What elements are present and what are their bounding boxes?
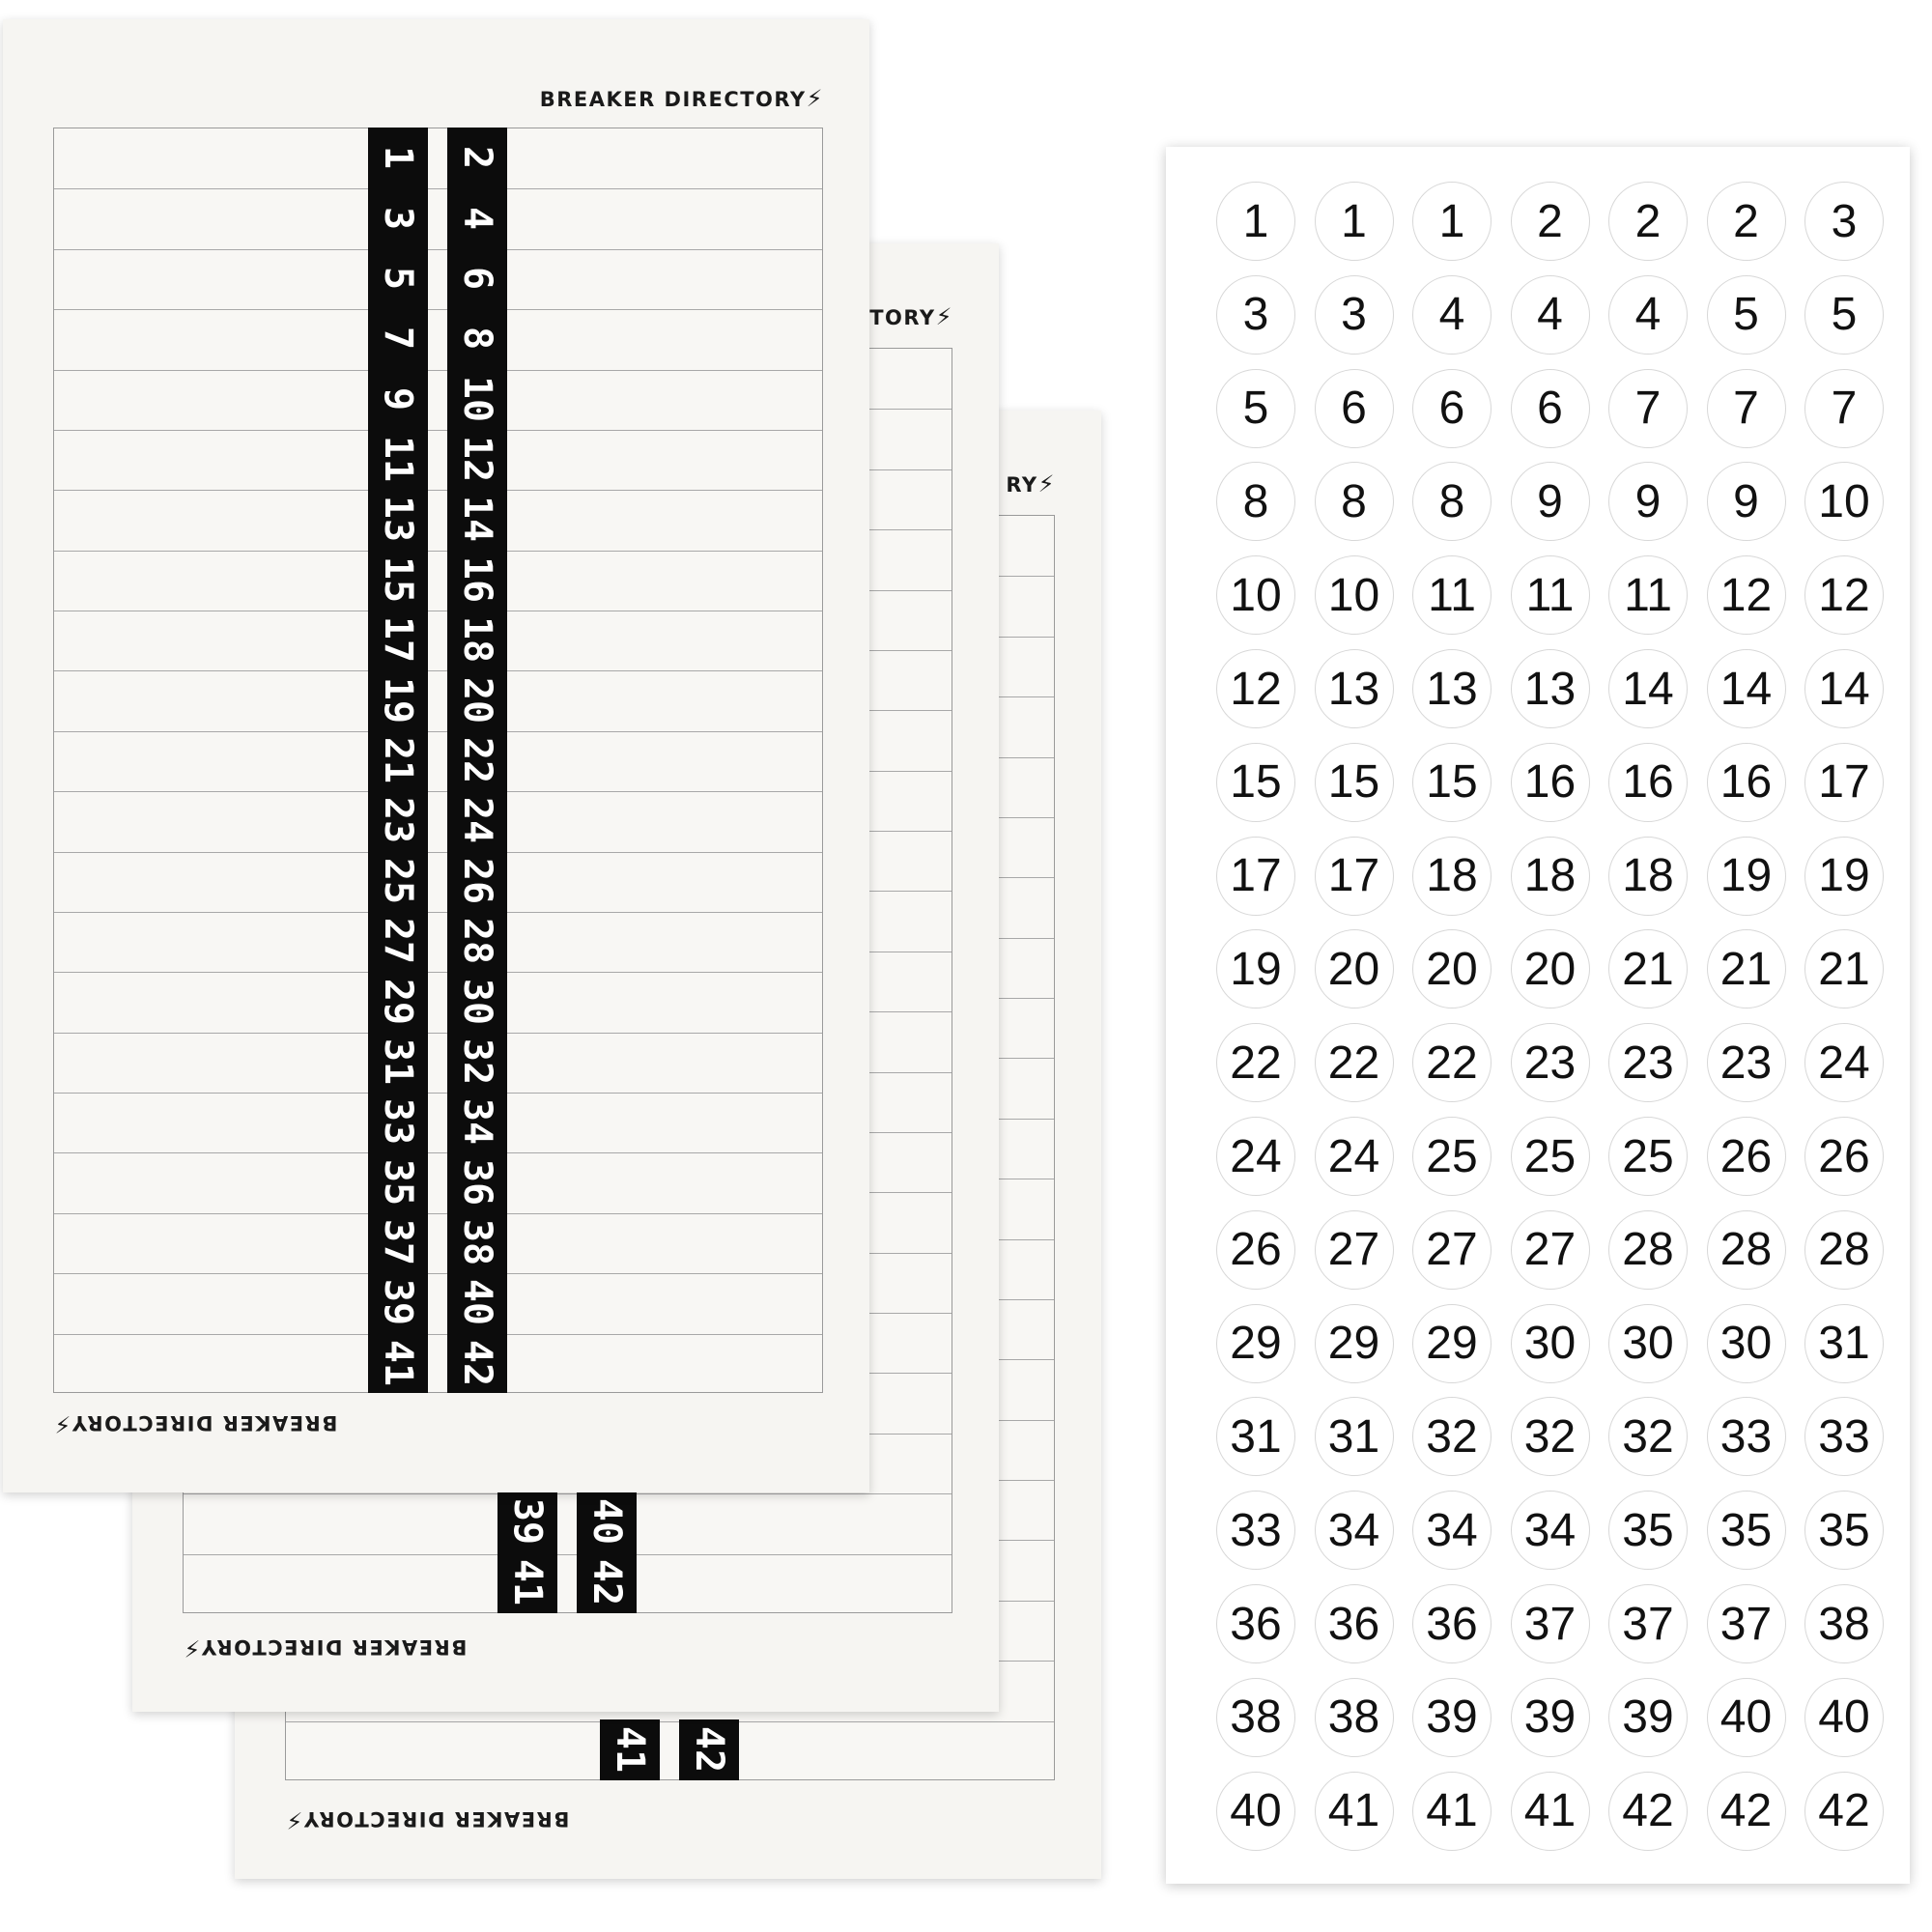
breaker-number-strip-right <box>679 1719 739 1780</box>
number-sticker: 41 <box>1511 1772 1590 1851</box>
breaker-number: 28 <box>455 918 499 965</box>
number-sticker: 20 <box>1412 929 1492 1009</box>
number-sticker: 26 <box>1804 1117 1884 1196</box>
directory-row-line <box>54 1033 822 1034</box>
number-sticker: 21 <box>1804 929 1884 1009</box>
number-sticker: 29 <box>1216 1304 1295 1383</box>
number-sticker: 12 <box>1216 649 1295 728</box>
number-sticker: 14 <box>1804 649 1884 728</box>
directory-row-line <box>54 791 822 792</box>
breaker-number: 18 <box>455 616 499 664</box>
number-sticker: 20 <box>1315 929 1394 1009</box>
number-sticker: 3 <box>1804 182 1884 261</box>
number-sticker: 33 <box>1804 1397 1884 1476</box>
number-sticker: 19 <box>1804 837 1884 916</box>
number-sticker: 21 <box>1608 929 1688 1009</box>
number-sticker: 40 <box>1707 1678 1786 1757</box>
number-sticker: 11 <box>1412 555 1492 635</box>
directory-row-line <box>54 670 822 671</box>
number-sticker: 40 <box>1804 1678 1884 1757</box>
directory-row-line <box>54 309 822 310</box>
number-sticker: 23 <box>1608 1023 1688 1102</box>
number-sticker: 14 <box>1608 649 1688 728</box>
breaker-number: 23 <box>376 797 420 844</box>
directory-grid <box>53 128 823 1393</box>
number-sticker: 34 <box>1315 1491 1394 1570</box>
number-sticker: 4 <box>1608 275 1688 355</box>
number-sticker: 28 <box>1804 1210 1884 1290</box>
number-sticker: 2 <box>1707 182 1786 261</box>
breaker-number-strip-left <box>600 1719 660 1780</box>
breaker-number: 15 <box>376 555 420 603</box>
breaker-number: 2 <box>455 146 499 170</box>
breaker-number: 41 <box>608 1726 652 1774</box>
number-sticker: 23 <box>1511 1023 1590 1102</box>
breaker-number: 8 <box>455 327 499 351</box>
directory-row-line <box>54 1152 822 1153</box>
number-sticker: 23 <box>1707 1023 1786 1102</box>
breaker-number-strip-left <box>497 1492 557 1613</box>
number-sticker: 13 <box>1511 649 1590 728</box>
number-sticker: 1 <box>1315 182 1394 261</box>
number-sticker: 8 <box>1315 462 1394 541</box>
card-title-cut: RY⚡ <box>1006 470 1056 497</box>
number-sticker: 36 <box>1412 1584 1492 1663</box>
directory-row-line <box>54 1334 822 1335</box>
breaker-number: 41 <box>505 1558 550 1605</box>
number-sticker: 10 <box>1216 555 1295 635</box>
number-sticker: 36 <box>1315 1584 1394 1663</box>
directory-row-line <box>54 912 822 913</box>
breaker-number: 25 <box>376 857 420 904</box>
breaker-number: 39 <box>505 1498 550 1546</box>
number-sticker: 28 <box>1707 1210 1786 1290</box>
number-sticker: 35 <box>1608 1491 1688 1570</box>
breaker-number: 30 <box>455 978 499 1025</box>
number-sticker: 16 <box>1707 743 1786 822</box>
number-sticker: 7 <box>1804 369 1884 448</box>
number-sticker: 28 <box>1608 1210 1688 1290</box>
number-sticker: 1 <box>1216 182 1295 261</box>
number-sticker: 25 <box>1608 1117 1688 1196</box>
breaker-number: 32 <box>455 1037 499 1085</box>
breaker-number: 38 <box>455 1218 499 1266</box>
directory-row-line <box>54 370 822 371</box>
number-sticker: 11 <box>1511 555 1590 635</box>
number-sticker: 37 <box>1608 1584 1688 1663</box>
breaker-number: 40 <box>584 1498 629 1546</box>
breaker-number: 12 <box>455 436 499 483</box>
number-sticker: 39 <box>1511 1678 1590 1757</box>
number-sticker: 16 <box>1511 743 1590 822</box>
number-sticker: 6 <box>1315 369 1394 448</box>
number-sticker: 17 <box>1216 837 1295 916</box>
number-sticker: 42 <box>1608 1772 1688 1851</box>
number-sticker: 2 <box>1511 182 1590 261</box>
breaker-number: 33 <box>376 1098 420 1146</box>
number-sticker: 32 <box>1412 1397 1492 1476</box>
number-sticker: 27 <box>1412 1210 1492 1290</box>
number-sticker: 32 <box>1511 1397 1590 1476</box>
directory-row-line <box>286 1721 1054 1722</box>
number-sticker: 38 <box>1216 1678 1295 1757</box>
breaker-number: 42 <box>687 1726 731 1774</box>
number-sticker: 9 <box>1608 462 1688 541</box>
number-sticker: 16 <box>1608 743 1688 822</box>
directory-row-line <box>54 1093 822 1094</box>
number-sticker: 18 <box>1608 837 1688 916</box>
number-sticker: 3 <box>1216 275 1295 355</box>
directory-row-line <box>54 430 822 431</box>
card-title-inverted: BREAKER DIRECTORY⚡ <box>285 1806 570 1833</box>
number-sticker: 42 <box>1707 1772 1786 1851</box>
number-sticker: 27 <box>1315 1210 1394 1290</box>
number-sticker: 29 <box>1412 1304 1492 1383</box>
number-sticker: 10 <box>1315 555 1394 635</box>
breaker-number: 37 <box>376 1218 420 1266</box>
breaker-number: 19 <box>376 676 420 724</box>
number-sticker: 39 <box>1412 1678 1492 1757</box>
number-sticker: 5 <box>1216 369 1295 448</box>
breaker-number: 6 <box>455 266 499 290</box>
breaker-number: 40 <box>455 1279 499 1326</box>
number-sticker: 6 <box>1511 369 1590 448</box>
number-sticker: 17 <box>1315 837 1394 916</box>
number-sticker: 31 <box>1315 1397 1394 1476</box>
directory-row-line <box>54 972 822 973</box>
number-sticker: 12 <box>1707 555 1786 635</box>
directory-row-line <box>54 731 822 732</box>
directory-row-line <box>54 249 822 250</box>
number-sticker: 30 <box>1608 1304 1688 1383</box>
number-sticker: 22 <box>1412 1023 1492 1102</box>
number-sticker: 41 <box>1412 1772 1492 1851</box>
number-sticker: 38 <box>1315 1678 1394 1757</box>
breaker-number: 16 <box>455 555 499 603</box>
breaker-number: 10 <box>455 375 499 422</box>
directory-row-line <box>54 1213 822 1214</box>
number-sticker: 15 <box>1216 743 1295 822</box>
number-sticker: 18 <box>1511 837 1590 916</box>
number-sticker: 12 <box>1804 555 1884 635</box>
card-title: BREAKER DIRECTORY⚡ <box>539 85 824 112</box>
number-sticker: 33 <box>1216 1491 1295 1570</box>
number-sticker: 34 <box>1511 1491 1590 1570</box>
number-sticker: 38 <box>1804 1584 1884 1663</box>
number-sticker: 19 <box>1216 929 1295 1009</box>
breaker-number: 42 <box>455 1339 499 1386</box>
breaker-number: 42 <box>584 1558 629 1605</box>
number-sticker: 22 <box>1216 1023 1295 1102</box>
number-sticker: 13 <box>1315 649 1394 728</box>
breaker-number: 22 <box>455 736 499 784</box>
number-sticker: 41 <box>1315 1772 1394 1851</box>
breaker-number: 39 <box>376 1279 420 1326</box>
number-sticker: 30 <box>1707 1304 1786 1383</box>
breaker-number: 20 <box>455 676 499 724</box>
number-sticker: 36 <box>1216 1584 1295 1663</box>
breaker-number: 41 <box>376 1339 420 1386</box>
number-sticker: 4 <box>1412 275 1492 355</box>
directory-row-line <box>54 551 822 552</box>
number-sticker: 7 <box>1707 369 1786 448</box>
breaker-number: 24 <box>455 797 499 844</box>
directory-card-front <box>3 19 869 1492</box>
number-sticker: 4 <box>1511 275 1590 355</box>
breaker-number: 31 <box>376 1037 420 1085</box>
number-sticker: 31 <box>1216 1397 1295 1476</box>
number-sticker: 29 <box>1315 1304 1394 1383</box>
number-sticker: 37 <box>1511 1584 1590 1663</box>
number-sticker: 35 <box>1804 1491 1884 1570</box>
number-sticker: 42 <box>1804 1772 1884 1851</box>
number-sticker: 34 <box>1412 1491 1492 1570</box>
breaker-number: 11 <box>376 436 420 483</box>
number-sticker: 7 <box>1608 369 1688 448</box>
number-sticker: 9 <box>1707 462 1786 541</box>
number-sticker: 14 <box>1707 649 1786 728</box>
number-sticker-sheet <box>1166 147 1910 1884</box>
breaker-number: 34 <box>455 1098 499 1146</box>
number-sticker: 3 <box>1315 275 1394 355</box>
number-sticker: 13 <box>1412 649 1492 728</box>
breaker-number-strip-right <box>577 1492 637 1613</box>
breaker-number: 26 <box>455 857 499 904</box>
breaker-number: 21 <box>376 736 420 784</box>
number-sticker: 8 <box>1216 462 1295 541</box>
number-sticker: 32 <box>1608 1397 1688 1476</box>
number-sticker: 27 <box>1511 1210 1590 1290</box>
number-sticker: 37 <box>1707 1584 1786 1663</box>
number-sticker: 25 <box>1412 1117 1492 1196</box>
breaker-number: 9 <box>376 386 420 411</box>
directory-row-line <box>54 852 822 853</box>
breaker-number: 14 <box>455 496 499 543</box>
breaker-number: 36 <box>455 1158 499 1206</box>
number-sticker: 39 <box>1608 1678 1688 1757</box>
breaker-number: 7 <box>376 327 420 351</box>
number-sticker: 22 <box>1315 1023 1394 1102</box>
breaker-number: 29 <box>376 978 420 1025</box>
number-sticker: 21 <box>1707 929 1786 1009</box>
breaker-number: 5 <box>376 266 420 290</box>
number-sticker: 15 <box>1315 743 1394 822</box>
number-sticker: 15 <box>1412 743 1492 822</box>
number-sticker: 5 <box>1804 275 1884 355</box>
number-sticker: 20 <box>1511 929 1590 1009</box>
breaker-number: 13 <box>376 496 420 543</box>
directory-row-line <box>54 490 822 491</box>
number-sticker: 24 <box>1804 1023 1884 1102</box>
number-sticker: 9 <box>1511 462 1590 541</box>
number-sticker: 26 <box>1707 1117 1786 1196</box>
breaker-number: 35 <box>376 1158 420 1206</box>
number-sticker: 6 <box>1412 369 1492 448</box>
breaker-number: 4 <box>455 206 499 230</box>
card-title-inverted: BREAKER DIRECTORY⚡ <box>53 1410 338 1437</box>
number-sticker: 30 <box>1511 1304 1590 1383</box>
number-sticker: 18 <box>1412 837 1492 916</box>
number-sticker: 17 <box>1804 743 1884 822</box>
number-sticker: 24 <box>1216 1117 1295 1196</box>
number-sticker: 1 <box>1412 182 1492 261</box>
number-sticker: 2 <box>1608 182 1688 261</box>
breaker-number: 17 <box>376 616 420 664</box>
number-sticker: 31 <box>1804 1304 1884 1383</box>
directory-row-line <box>184 1554 952 1555</box>
directory-row-line <box>54 1273 822 1274</box>
card-title-inverted: BREAKER DIRECTORY⚡ <box>183 1634 468 1662</box>
breaker-number-strip-left <box>368 128 428 1393</box>
number-sticker: 5 <box>1707 275 1786 355</box>
number-sticker: 26 <box>1216 1210 1295 1290</box>
breaker-number: 1 <box>376 146 420 170</box>
directory-row-line <box>54 188 822 189</box>
breaker-number: 27 <box>376 918 420 965</box>
number-sticker: 11 <box>1608 555 1688 635</box>
number-sticker: 33 <box>1707 1397 1786 1476</box>
card-title-cut: TORY⚡ <box>869 303 953 330</box>
number-sticker: 24 <box>1315 1117 1394 1196</box>
number-sticker: 40 <box>1216 1772 1295 1851</box>
number-sticker: 8 <box>1412 462 1492 541</box>
number-sticker: 10 <box>1804 462 1884 541</box>
breaker-number: 3 <box>376 206 420 230</box>
directory-row-line <box>184 1493 952 1494</box>
number-sticker: 19 <box>1707 837 1786 916</box>
breaker-number-strip-right <box>447 128 507 1393</box>
number-sticker: 35 <box>1707 1491 1786 1570</box>
number-sticker: 25 <box>1511 1117 1590 1196</box>
